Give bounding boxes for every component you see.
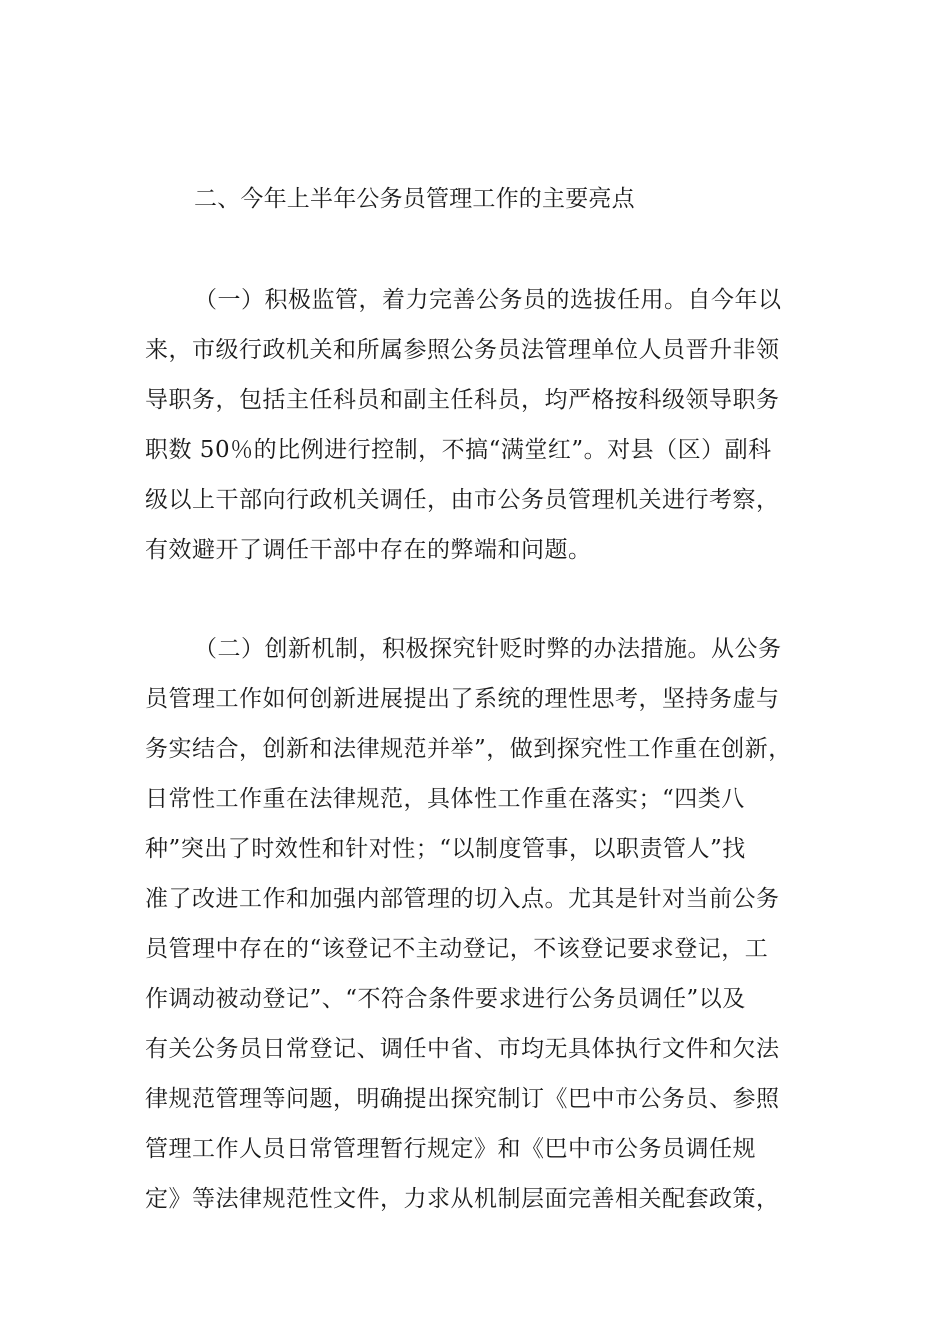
paragraph-line: 导职务，包括主任科员和副主任科员，均严格按科级领导职务 (145, 387, 780, 413)
paragraph-line: 管理工作人员日常管理暂行规定》和《巴中市公务员调任规 (145, 1136, 756, 1162)
paragraph-line: 职数 50％的比例进行控制，不搞“满堂红”。对县（区）副科 (145, 437, 772, 463)
paragraph-line: 律规范管理等问题，明确提出探究制订《巴中市公务员、参照 (145, 1086, 780, 1112)
paragraph-line: 员管理中存在的“该登记不主动登记，不该登记要求登记，工 (145, 936, 769, 962)
section-heading: 二、今年上半年公务员管理工作的主要亮点 (194, 186, 635, 212)
paragraph-line: 种”突出了时效性和针对性；“以制度管事，以职责管人”找 (145, 836, 746, 862)
paragraph-line: 来，市级行政机关和所属参照公务员法管理单位人员晋升非领 (145, 337, 780, 363)
paragraph-line: 有效避开了调任干部中存在的弊端和问题。 (145, 537, 592, 563)
paragraph-line: 定》等法律规范性文件，力求从机制层面完善相关配套政策， (145, 1186, 780, 1212)
paragraph-line: （一）积极监管，着力完善公务员的选拔任用。自今年以 (194, 287, 782, 313)
paragraph-line: 有关公务员日常登记、调任中省、市均无具体执行文件和欠法 (145, 1036, 780, 1062)
paragraph-line: 作调动被动登记”、“不符合条件要求进行公务员调任”以及 (145, 986, 746, 1012)
paragraph-line: 准了改进工作和加强内部管理的切入点。尤其是针对当前公务 (145, 886, 780, 912)
paragraph-line: 务实结合，创新和法律规范并举”，做到探究性工作重在创新， (145, 736, 792, 762)
paragraph-line: 员管理工作如何创新进展提出了系统的理性思考，坚持务虚与 (145, 686, 780, 712)
paragraph-line: 日常性工作重在法律规范，具体性工作重在落实；“四类八 (145, 786, 745, 812)
paragraph-line: （二）创新机制，积极探究针贬时弊的办法措施。从公务 (194, 636, 782, 662)
paragraph-line: 级以上干部向行政机关调任，由市公务员管理机关进行考察， (145, 487, 780, 513)
